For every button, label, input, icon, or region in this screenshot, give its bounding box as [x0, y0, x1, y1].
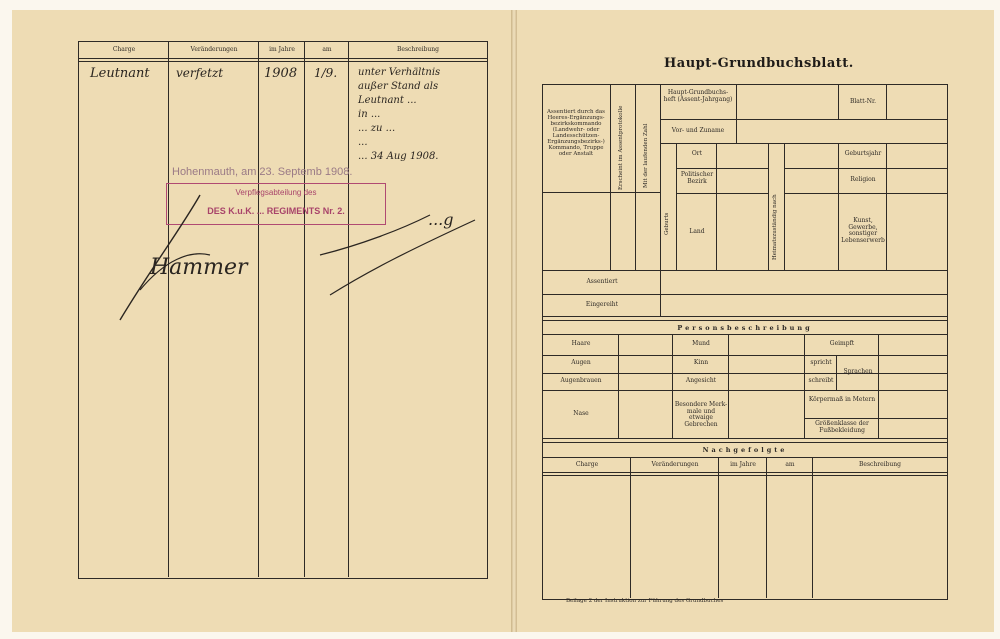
label-nase: Nase — [573, 410, 589, 417]
label-augen: Augen — [571, 359, 591, 366]
label-land: Land — [689, 228, 705, 235]
label-geburts: Geburts — [664, 212, 670, 235]
stamp-line2: DES K.u.K. ... REGIMENTS Nr. 2. — [207, 206, 345, 216]
label-augenbrauen: Augenbrauen — [560, 377, 602, 384]
label-blatt-nr: Blatt-Nr. — [849, 98, 877, 105]
label-groessenklasse: Größenklasse der Fußbekleidung — [815, 420, 869, 434]
label-schreibt: schreibt — [808, 377, 834, 384]
section-personsbeschreibung: Personsbeschreibung — [677, 324, 813, 332]
section-nachgefolgte: Nachgefolgte — [702, 446, 788, 454]
label-assentiert: Assentiert — [586, 278, 618, 285]
nachgefolgte-header-charge: Charge — [575, 461, 599, 468]
label-assentiert-durch: Assentiert durch das Heeres-Ergänzungs-bezirkskommando (Landwehr- oder Landesschützen-Ergänzungsbezirks-) Kommando, Truppe oder Anstalt — [547, 109, 605, 158]
label-politischer-bezirk: Politischer Bezirk — [680, 171, 714, 185]
label-eingereiht: Eingereiht — [585, 301, 619, 308]
place-date: Hohenmauth, am 23. Septemb 1908. — [172, 166, 353, 178]
stamp-line1: Verpflegsabteilung des — [235, 188, 317, 197]
label-haare: Haare — [571, 340, 591, 347]
label-geburtsjahr: Geburtsjahr — [844, 150, 882, 157]
entry-charge: Leutnant — [90, 66, 150, 81]
entry-change: verfetzt — [176, 66, 224, 80]
signature-left: Hammer — [150, 255, 248, 280]
header-charge: Charge — [112, 46, 136, 53]
nachgefolgte-header-year: im Jahre — [730, 461, 756, 468]
entry-year: 1908 — [264, 66, 298, 81]
label-assentprotokoll: Erscheint im Assentprotokolle — [618, 105, 624, 190]
header-day: am — [322, 46, 332, 53]
nachgefolgte-header-changes: Veränderungen — [651, 461, 699, 468]
header-year: im Jahre — [269, 46, 295, 53]
label-heimatszustaendig: Heimatszuständig nach — [772, 194, 778, 260]
label-hauptgrundbuchsheft: Haupt-Grundbuchs-heft (Assent-Jahrgang) — [663, 89, 733, 103]
label-merkmale: Besondere Merk-male und etwaige Gebrechen — [674, 401, 728, 428]
label-mund: Mund — [692, 340, 710, 347]
page-title: Haupt-Grundbuchsblatt. — [664, 56, 854, 71]
label-spricht: spricht — [810, 359, 832, 366]
label-religion: Religion — [850, 176, 876, 183]
nachgefolgte-header-day: am — [785, 461, 795, 468]
label-vor-zuname: Vor- und Zuname — [671, 127, 725, 134]
label-kunst-gewerbe: Kunst, Gewerbe, sonstiger Lebenserwerb — [841, 217, 885, 244]
label-geimpft: Geimpft — [829, 340, 855, 347]
nachgefolgte-header-description: Beschreibung — [858, 461, 901, 468]
label-ort: Ort — [691, 150, 703, 157]
signature-right: ...g — [428, 210, 454, 229]
label-laufende-zahl: Mit der laufenden Zahl — [643, 123, 649, 188]
label-sprachen: Sprachen — [843, 368, 873, 375]
entry-day: 1/9. — [314, 66, 338, 80]
page-fold — [511, 10, 517, 632]
label-angesicht: Angesicht — [685, 377, 717, 384]
signature-strokes — [110, 190, 490, 330]
header-changes: Veränderungen — [190, 46, 238, 53]
label-kinn: Kinn — [693, 359, 709, 366]
footer-note: Beilage 2 der Instruktion zur Führung des Grundbuches — [566, 598, 724, 604]
header-description: Beschreibung — [396, 46, 439, 53]
label-koerpermass: Körpermaß in Metern — [808, 396, 876, 403]
